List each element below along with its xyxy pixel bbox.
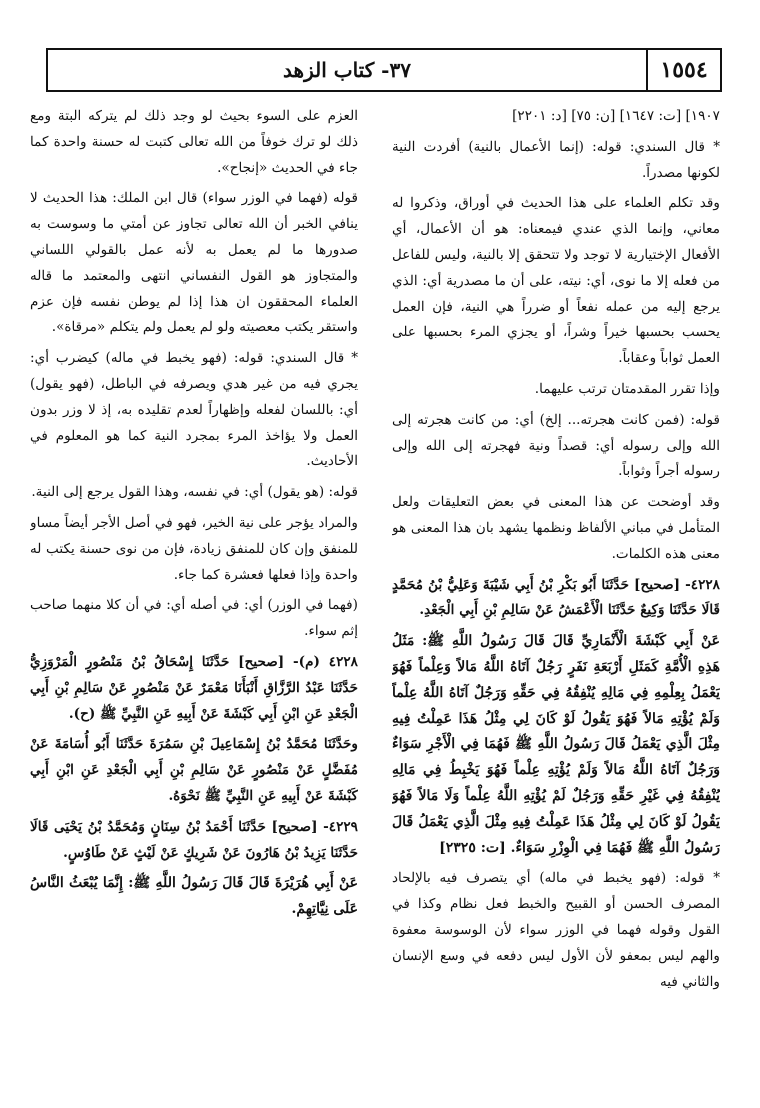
hadith-reference: ١٩٠٧] [ت: ١٦٤٧] [ن: ٧٥] [د: ٢٢٠١]: [512, 108, 720, 124]
left-column: [30, 104, 358, 1084]
commentary-paragraph: قوله: (فمن كانت هجرته... إلخ) أي: من كانت هجرته إلى الله وإلى رسوله أي: قصداً ونية فهجرته إلى الله وإلى رسوله أجراً وثواباً.: [392, 411, 720, 480]
commentary-paragraph: وإذا تقرر المقدمتان ترتب عليهما.: [534, 380, 720, 397]
commentary-paragraph: قوله: (هو يقول) أي: في نفسه، وهذا القول يرجع إلى النية.: [31, 484, 358, 501]
hadith-matn: عَنْ أَبِي كَبْشَةَ الْأَنْمَارِيِّ قَالَ قَالَ رَسُولُ اللَّهِ ﷺ: مَثَلُ هَذِهِ الْأُمَّةِ كَمَثَلِ أَرْبَعَةِ نَفَرٍ رَجُلٌ آتَاهُ اللَّهُ مَالاً وَعِلْماً فَهُوَ يَعْمَلُ بِعِلْمِهِ فِي مَالِهِ يُنْفِقُهُ فِي حَقِّهِ وَرَجُلٌ آتَاهُ اللَّهُ عِلْماً وَلَمْ يُؤْتِهِ مَالاً فَهُوَ يَقُولُ لَوْ كَانَ لِي مِثْلُ هَذَا عَمِلْتُ فِيهِ مِثْلَ الَّذِي يَعْمَلُ قَالَ رَسُولُ اللَّهِ ﷺ فَهُمَا فِي الْأَجْرِ سَوَاءٌ وَرَجُلٌ آتَاهُ اللَّهُ مَالاً وَلَمْ يُؤْتِهِ عِلْماً فَهُوَ يَخْبِطُ فِي مَالِهِ يُنْفِقُهُ فِي غَيْرِ حَقِّهِ وَرَجُلٌ لَمْ يُؤْتِهِ اللَّهُ عِلْماً وَلَا مَالاً فَهُوَ يَقُولُ لَوْ كَانَ لِي مِثْلُ هَذَا عَمِلْتُ فِيهِ مِثْلَ الَّذِي يَعْمَلُ قَالَ رَسُولُ اللَّهِ ﷺ فَهُمَا فِي الْوِزْرِ سَوَاءٌ. [ت: ٢٣٢٥]: [392, 633, 720, 856]
commentary-paragraph: وقد أوضحت عن هذا المعنى في بعض التعليقات ولعل المتأمل في مباني الألفاظ ونظمها يشهد بان هذا المعنى هو معنى هذه الكلمات.: [392, 494, 720, 562]
hadith-matn: عَنْ أَبِي هُرَيْرَةَ قَالَ قَالَ رَسُولُ اللَّهِ ﷺ: إِنَّمَا يُبْعَثُ النَّاسُ عَلَى نِيَّاتِهِمْ.: [30, 875, 358, 918]
commentary-paragraph: قوله (فهما في الوزر سواء) قال ابن الملك: هذا الحديث لا ينافي الخبر أن الله تعالى تجاوز عن أمتي ما وسوست به صدورها ما لم يعمل به لأنه عمل بالقولي اللساني والمتجاوز هو القول النفساني انتهى والمعتمد ما قاله العلماء المحققون ان هذا إذا لم يوطن نفسه فإن عزم واستقر يكتب معصيته ولو لم يعمل ولم يتكلم «مرقاة».: [30, 190, 358, 336]
commentary-paragraph: * قال السندي: قوله: (إنما الأعمال بالنية) أفردت النية لكونها مصدراً.: [392, 138, 720, 181]
commentary-paragraph: وقد تكلم العلماء على هذا الحديث في أوراق، وذكروا له معاني، وإنما الذي عندي فيمعناه: هو أن الأعمال، أي الأفعال الإختيارية لا توجد ولا تتحقق إلا بالنية، وليس للفاعل من فعله إلا ما نوى، أي: نيته، على أن ما مصدرية أي: الذي يرجع إليه من عمله نفعاً أو ضرراً هي النية، فإن العمل يحسب بحسبها خيراً وشراً، أو يجزي المرء بحسبها على العمل ثواباً وعقاباً.: [392, 195, 720, 367]
hadith-isnad: ٤٢٢٨ (م)- [صحيح] حَدَّثَنَا إِسْحَاقُ بْنُ مَنْصُورٍ الْمَرْوَزِيُّ حَدَّثَنَا عَبْدُ الرَّزَّاقِ أَنْبَأَنَا مَعْمَرٌ عَنْ مَنْصُورٍ عَنْ سَالِمِ بْنِ أَبِي الْجَعْدِ عَنِ ابْنِ أَبِي كَبْشَةَ عَنْ أَبِيهِ عَنِ النَّبِيِّ ﷺ (ح).: [30, 653, 358, 722]
commentary-paragraph: * قال السندي: قوله: (فهو يخبط في ماله) كيضرب أي: يجري فيه من غير هدي ويصرفه في الباطل، (فهو يقول) أي: باللسان لفعله وإظهاراً لعدم تقليده به، إذ لا وزر بدون العمل ولا يؤاخذ المرء بمجرد النية كما هو المعلوم في الأحاديث.: [30, 350, 358, 470]
hadith-isnad: وحَدَّثَنَا مُحَمَّدُ بْنُ إِسْمَاعِيلَ بْنِ سَمُرَةَ حَدَّثَنَا أَبُو أُسَامَةَ عَنْ مُفَضَّلٍ عَنْ مَنْصُورٍ عَنْ سَالِمِ بْنِ أَبِي الْجَعْدِ عَنِ ابْنِ أَبِي كَبْشَةَ عَنْ أَبِيهِ عَنِ النَّبِيِّ ﷺ نَحْوَهُ.: [30, 736, 358, 804]
hadith-isnad: ٤٢٢٨- [صحيح] حَدَّثَنَا أَبُو بَكْرِ بْنُ أَبِي شَيْبَةَ وَعَلِيُّ بْنُ مُحَمَّدٍ قَالَا حَدَّثَنَا وَكِيعٌ حَدَّثَنَا الْأَعْمَشُ عَنْ سَالِمِ بْنِ أَبِي الْجَعْدِ.: [392, 576, 720, 619]
page-header: [46, 48, 722, 92]
commentary-paragraph: (فهما في الوزر) أي: في أصله أي: في أن كلا منهما صاحب إثم سواء.: [30, 597, 358, 640]
page-number: ١٥٥٤: [646, 50, 720, 90]
right-column: [392, 104, 720, 1084]
commentary-paragraph: والمراد يؤجر على نية الخير، فهو في أصل الأجر أيضاً مساو للمنفق وإن كان للمنفق زيادة، فإن من نوى حسنة يكتب له واحدة وإذا فعلها فعشرة كما جاء.: [30, 514, 358, 583]
hadith-isnad: ٤٢٢٩- [صحيح] حَدَّثَنَا أَحْمَدُ بْنُ سِنَانٍ وَمُحَمَّدُ بْنُ يَحْيَى قَالَا حَدَّثَنَا يَزِيدُ بْنُ هَارُونَ عَنْ شَرِيكٍ عَنْ لَيْثٍ عَنْ طَاوُسٍ.: [30, 818, 358, 861]
commentary-paragraph: العزم على السوء بحيث لو وجد ذلك لم يتركه البتة ومع ذلك لو ترك خوفاً من الله تعالى كتبت له حسنة واحدة كما جاء في الحديث «إنجاح».: [30, 108, 358, 176]
chapter-title: ٣٧- كتاب الزهد: [283, 58, 411, 82]
commentary-paragraph: * قوله: (فهو يخبط في ماله) أي يتصرف فيه بالإلحاد المصرف الحسن أو القبيح والخبط فعل نظام وكذا في القول وقوله فهما في الوزر سواء لأن الوسوسة معفوة والهم ليس بمعفو لأن الأول ليس دفعه في وسع الإنسان والثاني فيه: [392, 870, 720, 990]
